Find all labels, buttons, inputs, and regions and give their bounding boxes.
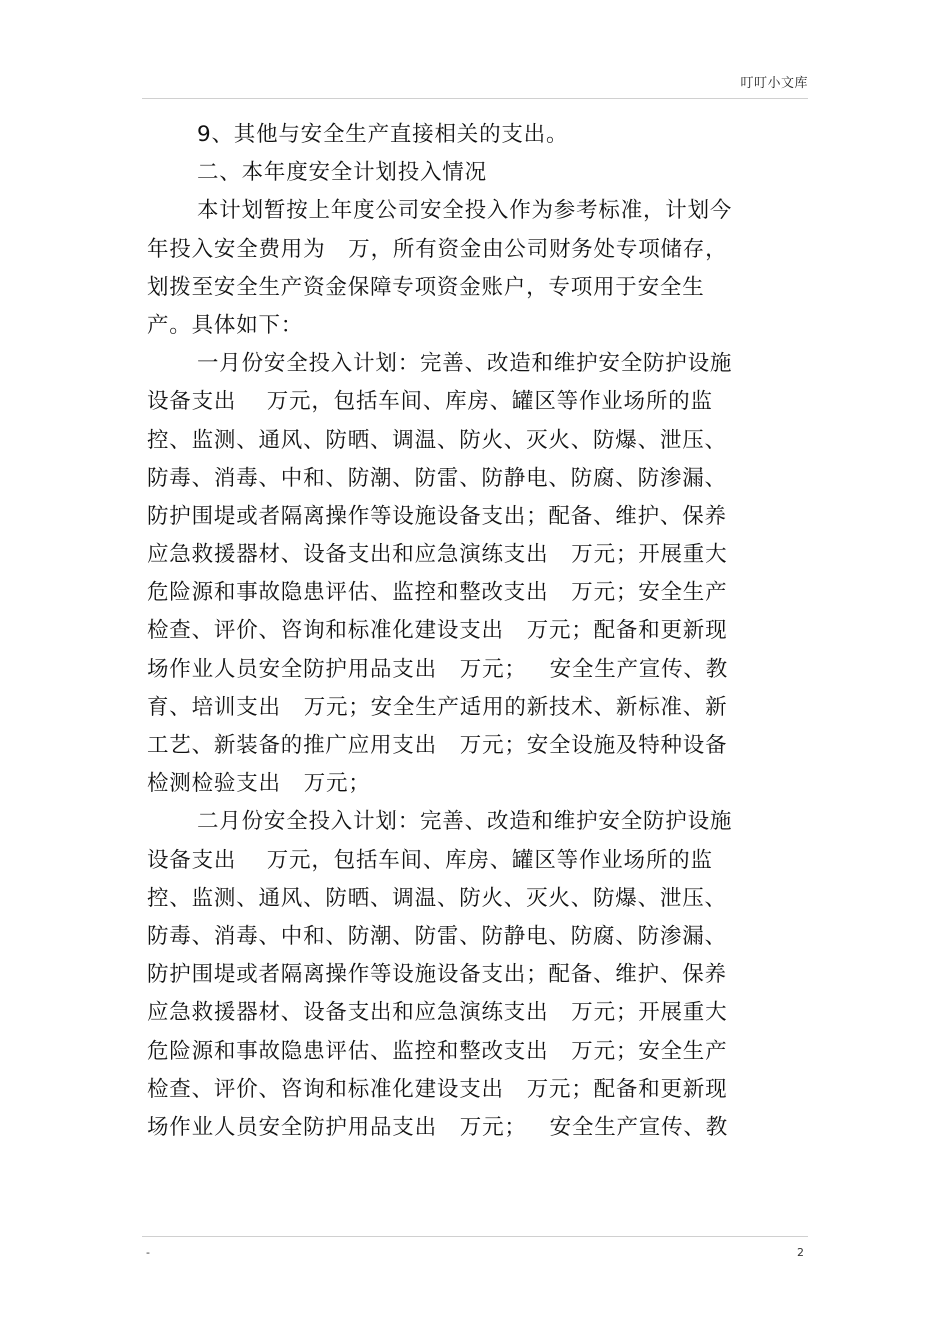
paragraph-line: 防毒、消毒、中和、防潮、防雷、防静电、防腐、防渗漏、 [147,923,727,949]
paragraph-line: 防护围堤或者隔离操作等设施设备支出；配备、维护、保养 [147,503,727,529]
paragraph-line: 检查、评价、咨询和标准化建设支出 万元；配备和更新现 [147,1076,728,1102]
paragraph-line: 二月份安全投入计划：完善、改造和维护安全防护设施 [197,809,733,835]
paragraph-line: 危险源和事故隐患评估、监控和整改支出 万元；安全生产 [147,580,728,606]
header-divider [142,98,808,99]
paragraph-line: 危险源和事故隐患评估、监控和整改支出 万元；安全生产 [147,1038,728,1064]
paragraph-line: 年投入安全费用为 万，所有资金由公司财务处专项储存， [147,236,728,262]
paragraph-line: 一月份安全投入计划：完善、改造和维护安全防护设施 [197,351,733,377]
paragraph-line: 工艺、新装备的推广应用支出 万元；安全设施及特种设备 [147,733,728,758]
document-body [147,116,807,1147]
paragraph-line: 产。具体如下： [147,312,304,338]
paragraph-line: 场作业人员安全防护用品支出 万元； 安全生产宣传、教 [147,656,729,682]
paragraph-line: 防护围堤或者隔离操作等设施设备支出；配备、维护、保养 [147,962,727,988]
paragraph-line: 设备支出 万元，包括车间、库房、罐区等作业场所的监 [147,847,713,873]
paragraph-line: 9、其他与安全生产直接相关的支出。 [197,122,569,147]
paragraph-line: 检查、评价、咨询和标准化建设支出 万元；配备和更新现 [147,618,728,644]
paragraph-line: 控、监测、通风、防晒、调温、防火、灭火、防爆、泄压、 [147,427,727,453]
section-heading: 二、本年度安全计划投入情况 [197,160,487,186]
paragraph-line: 设备支出 万元，包括车间、库房、罐区等作业场所的监 [147,389,713,415]
page-number: 2 [797,1246,804,1259]
paragraph-line: 应急救援器材、设备支出和应急演练支出 万元；开展重大 [147,1000,728,1026]
paragraph-line: 控、监测、通风、防晒、调温、防火、灭火、防爆、泄压、 [147,885,727,911]
footer-mark: - [146,1246,150,1259]
paragraph-line: 本计划暂按上年度公司安全投入作为参考标准，计划今 [197,198,733,224]
paragraph-line: 检测检验支出 万元； [147,771,371,797]
footer-divider [142,1236,808,1237]
paragraph-line: 划拨至安全生产资金保障专项资金账户，专项用于安全生 [147,274,705,300]
paragraph-line: 场作业人员安全防护用品支出 万元； 安全生产宣传、教 [147,1114,729,1140]
paragraph-line: 应急救援器材、设备支出和应急演练支出 万元；开展重大 [147,542,728,568]
header-site-name: 叮叮小文库 [740,76,808,91]
paragraph-line: 育、培训支出 万元；安全生产适用的新技术、新标准、新 [147,694,728,720]
paragraph-line: 防毒、消毒、中和、防潮、防雷、防静电、防腐、防渗漏、 [147,465,727,491]
